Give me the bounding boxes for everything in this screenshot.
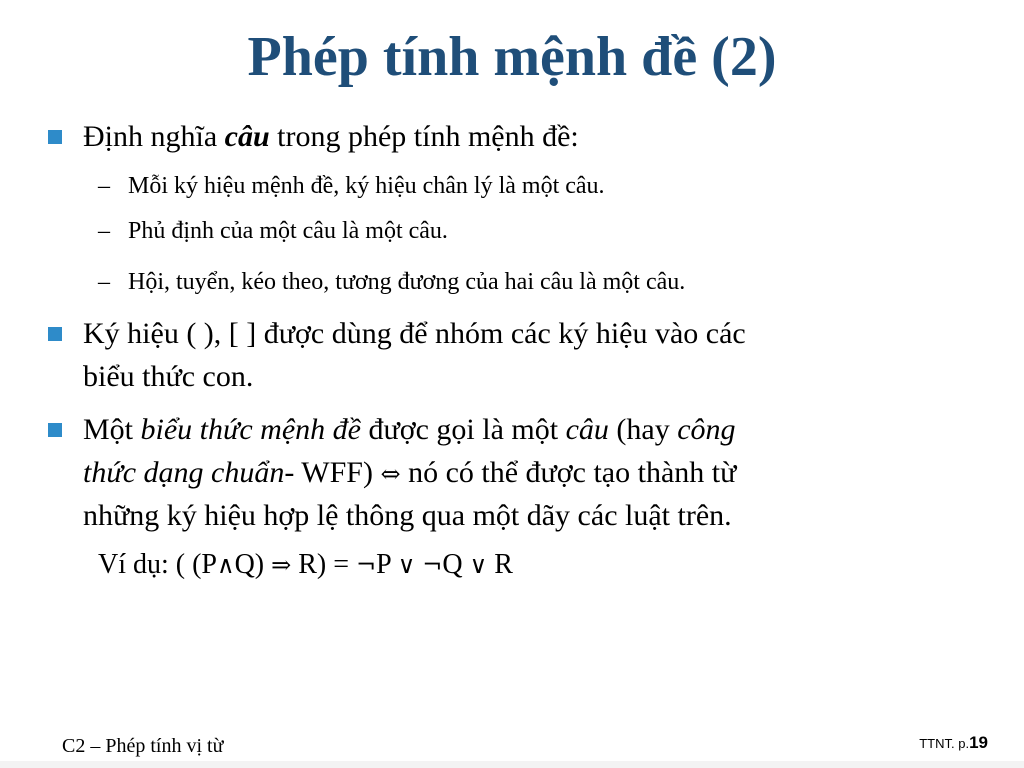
text-segment: nó có thể được tạo thành từ: [400, 456, 737, 489]
or-symbol: ∨: [397, 551, 416, 579]
bullet-square-icon: [48, 327, 62, 341]
dash-marker: –: [98, 173, 110, 199]
footer-page: [919, 731, 988, 756]
not-symbol: ¬: [422, 551, 443, 579]
bullet-3-line-2: [83, 452, 988, 495]
or-symbol: ∨: [469, 551, 488, 579]
and-symbol: ∧: [217, 551, 235, 579]
example-line: [98, 547, 513, 583]
text-segment: Một: [83, 413, 141, 446]
bullet-2-line-1: Ký hiệu ( ), [ ] được dùng để nhóm các ký hiệu vào các: [83, 317, 746, 350]
bullet-1-segment: trong phép tính mệnh đề:: [269, 120, 579, 153]
slide-title: Phép tính mệnh đề (2): [247, 26, 777, 88]
bullet-3-line-3: những ký hiệu hợp lệ thông qua một dãy các luật trên.: [83, 499, 732, 532]
text-segment: (hay: [608, 413, 678, 446]
dash-marker: –: [98, 218, 110, 244]
bullet-square-icon: [48, 130, 62, 144]
example-text: Q): [234, 549, 272, 580]
term-cau-italic: câu: [565, 413, 609, 446]
footer-page-prefix: TTNT. p.: [919, 736, 970, 751]
equivalence-symbol: ⇔: [380, 460, 401, 488]
bullet-1-text: [83, 116, 988, 158]
example-text: P: [376, 549, 398, 580]
term-bieu-thuc-menh-de: biểu thức mệnh đề: [140, 413, 361, 446]
sub-item-2: Phủ định của một câu là một câu.: [128, 218, 448, 244]
example-text: R) =: [291, 549, 357, 580]
sub-item-1: Mỗi ký hiệu mệnh đề, ký hiệu chân lý là một câu.: [128, 173, 605, 199]
implies-symbol: ⇒: [271, 551, 292, 579]
term-thuc-dang-chuan: thức dạng chuẩn: [83, 456, 285, 489]
bullet-square-icon: [48, 423, 62, 437]
page-number: 19: [969, 733, 988, 752]
example-text: Ví dụ: ( (P: [98, 549, 217, 580]
footer-chapter: C2 – Phép tính vị từ: [62, 735, 224, 757]
not-symbol: ¬: [356, 551, 377, 579]
sub-item-3: Hội, tuyển, kéo theo, tương đương của hai câu là một câu.: [128, 269, 686, 295]
dash-marker: –: [98, 269, 110, 295]
bullet-3-line-1: [83, 409, 988, 451]
example-text: Q: [442, 549, 470, 580]
bullet-2-line-2: biểu thức con.: [83, 360, 254, 393]
text-segment: được gọi là một: [360, 413, 566, 446]
bullet-1-segment: Định nghĩa: [83, 120, 225, 153]
term-cong: công: [677, 413, 736, 446]
term-cau: câu: [224, 120, 270, 153]
text-segment: - WFF): [284, 456, 381, 489]
footer-divider: [0, 761, 1024, 768]
example-text: R: [487, 549, 513, 580]
